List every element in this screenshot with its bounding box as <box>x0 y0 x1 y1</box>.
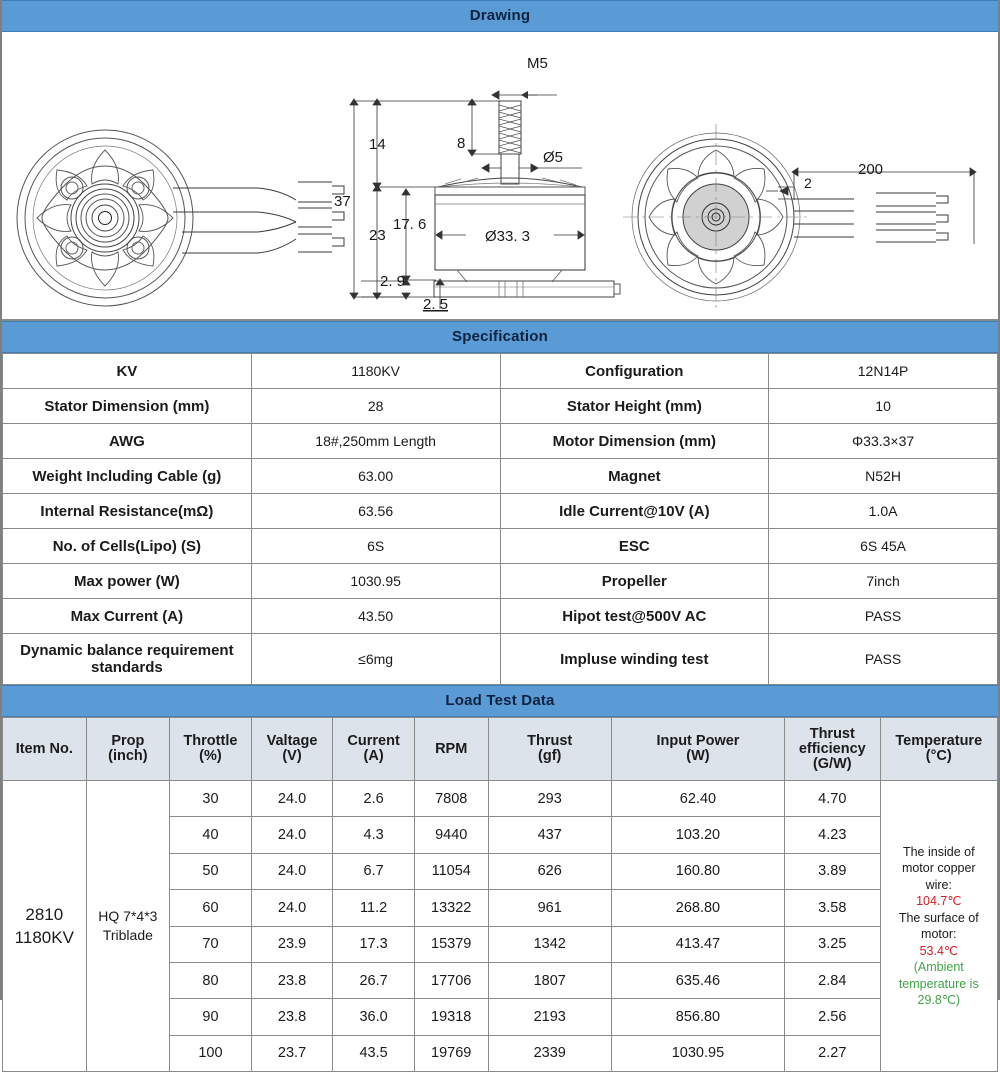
col-header-prop <box>86 718 170 781</box>
temp-line: motor: <box>921 927 957 942</box>
spec-value: 18#,250mm Length <box>251 424 500 459</box>
spec-label: Weight Including Cable (g) <box>3 459 252 494</box>
spec-value: 6S 45A <box>769 529 998 564</box>
table-row <box>3 354 998 389</box>
temp-ambient-line: 29.8℃) <box>917 993 961 1008</box>
cell-rpm: 9440 <box>414 817 488 853</box>
motor-bottom-view <box>623 124 976 310</box>
spec-label: ESC <box>500 529 769 564</box>
spec-label: Configuration <box>500 354 769 389</box>
spec-value: ≤6mg <box>251 634 500 685</box>
header-line: RPM <box>435 740 468 757</box>
cell-input-power: 413.47 <box>611 926 784 962</box>
cell-throttle: 100 <box>170 1035 252 1071</box>
spec-value: 1.0A <box>769 494 998 529</box>
cell-thrust-efficiency: 3.58 <box>785 890 881 926</box>
table-row <box>3 634 998 685</box>
cell-voltage: 23.8 <box>251 962 333 998</box>
cell-thrust-efficiency: 2.27 <box>785 1035 881 1071</box>
spec-value: 1030.95 <box>251 564 500 599</box>
dim-body-diameter: Ø33. 3 <box>485 228 531 245</box>
header-line: efficiency <box>798 740 866 757</box>
spec-value: 43.50 <box>251 599 500 634</box>
cell-thrust: 626 <box>488 853 611 889</box>
temp-inside-value: 104.7℃ <box>916 894 962 909</box>
motor-side-view <box>434 101 620 297</box>
cell-thrust: 961 <box>488 890 611 926</box>
cell-throttle: 60 <box>170 890 252 926</box>
cell-item-no <box>3 781 87 1072</box>
cell-input-power: 856.80 <box>611 999 784 1035</box>
temp-line: The surface of <box>898 910 979 925</box>
cell-rpm: 7808 <box>414 781 488 817</box>
cell-thrust-efficiency: 4.23 <box>785 817 881 853</box>
spec-value: 28 <box>251 389 500 424</box>
cell-input-power: 268.80 <box>611 890 784 926</box>
spec-label: AWG <box>3 424 252 459</box>
dim-bell-height: 17. 6 <box>393 216 427 233</box>
col-header-thrust-efficiency <box>785 718 881 781</box>
cell-rpm: 19769 <box>414 1035 488 1071</box>
table-row <box>3 529 998 564</box>
table-row <box>3 781 998 817</box>
header-line: Thrust <box>809 725 855 742</box>
cell-thrust-efficiency: 2.56 <box>785 999 881 1035</box>
drawing-section-header: Drawing <box>2 0 998 32</box>
col-header-rpm <box>414 718 488 781</box>
temp-surface-value: 53.4℃ <box>919 943 958 958</box>
cell-rpm: 13322 <box>414 890 488 926</box>
cell-voltage: 24.0 <box>251 890 333 926</box>
col-header-item-no <box>3 718 87 781</box>
header-line: Input Power <box>656 733 740 749</box>
cell-thrust-efficiency: 3.89 <box>785 853 881 889</box>
cell-thrust: 2193 <box>488 999 611 1035</box>
cell-thrust: 293 <box>488 781 611 817</box>
spec-label: Impluse winding test <box>500 634 769 685</box>
cell-prop <box>86 781 170 1072</box>
motor-top-view <box>17 130 344 306</box>
cell-thrust: 1807 <box>488 962 611 998</box>
cell-voltage: 24.0 <box>251 817 333 853</box>
spec-label: Motor Dimension (mm) <box>500 424 769 459</box>
cell-throttle: 80 <box>170 962 252 998</box>
prop-line: Triblade <box>102 927 153 944</box>
cell-thrust: 437 <box>488 817 611 853</box>
header-line: Temperature <box>895 733 983 749</box>
spec-value: Φ33.3×37 <box>769 424 998 459</box>
spec-label: Stator Dimension (mm) <box>3 389 252 424</box>
header-line: (G/W) <box>812 755 852 772</box>
temp-line: wire: <box>925 877 952 892</box>
item-no-line: 1180KV <box>14 928 74 948</box>
dim-base-thickness: 2. 5 <box>423 296 449 313</box>
spec-value: N52H <box>769 459 998 494</box>
cell-thrust-efficiency: 2.84 <box>785 962 881 998</box>
cell-rpm: 19318 <box>414 999 488 1035</box>
temp-line: The inside of <box>902 844 975 859</box>
motor-wires-right <box>794 193 948 242</box>
motor-wires-left <box>173 182 344 253</box>
item-no-line: 2810 <box>25 905 64 925</box>
spec-label: KV <box>3 354 252 389</box>
table-row <box>3 494 998 529</box>
header-line: (°C) <box>925 748 952 764</box>
specification-table <box>2 353 998 685</box>
col-header-throttle <box>170 718 252 781</box>
header-line: (%) <box>199 748 222 764</box>
spec-label: Internal Resistance(mΩ) <box>3 494 252 529</box>
motor-drawing-svg <box>2 32 998 319</box>
cell-current: 36.0 <box>333 999 415 1035</box>
spec-label: Magnet <box>500 459 769 494</box>
spec-label: Max power (W) <box>3 564 252 599</box>
specification-section-header: Specification <box>2 321 998 353</box>
header-line: (W) <box>686 748 710 764</box>
cell-throttle: 70 <box>170 926 252 962</box>
spec-value: 10 <box>769 389 998 424</box>
col-header-temperature <box>880 718 997 781</box>
table-row <box>3 424 998 459</box>
col-header-current <box>333 718 415 781</box>
spec-value: 12N14P <box>769 354 998 389</box>
cell-voltage: 23.9 <box>251 926 333 962</box>
cell-thrust: 2339 <box>488 1035 611 1071</box>
dim-base-height: 2. 9 <box>380 273 406 290</box>
table-row <box>3 459 998 494</box>
spec-label: Hipot test@500V AC <box>500 599 769 634</box>
spec-label: Propeller <box>500 564 769 599</box>
table-row <box>3 564 998 599</box>
spec-label: Max Current (A) <box>3 599 252 634</box>
cell-current: 17.3 <box>333 926 415 962</box>
spec-value: 7inch <box>769 564 998 599</box>
dim-thread-length: 8 <box>457 135 466 152</box>
load-test-table <box>2 717 998 1072</box>
cell-voltage: 24.0 <box>251 781 333 817</box>
spec-label: Idle Current@10V (A) <box>500 494 769 529</box>
drawing-area <box>2 32 998 321</box>
cell-throttle: 90 <box>170 999 252 1035</box>
prop-line: HQ 7*4*3 <box>98 908 158 925</box>
cell-thrust-efficiency: 4.70 <box>785 781 881 817</box>
cell-input-power: 635.46 <box>611 962 784 998</box>
cell-current: 6.7 <box>333 853 415 889</box>
cell-current: 43.5 <box>333 1035 415 1071</box>
cell-current: 11.2 <box>333 890 415 926</box>
cell-throttle: 30 <box>170 781 252 817</box>
header-line: (A) <box>363 748 384 764</box>
cell-input-power: 62.40 <box>611 781 784 817</box>
table-row <box>3 389 998 424</box>
cell-input-power: 1030.95 <box>611 1035 784 1071</box>
spec-value: 63.56 <box>251 494 500 529</box>
dim-wire-length: 200 <box>858 161 884 178</box>
header-line: Item No. <box>15 740 73 757</box>
spec-value: 6S <box>251 529 500 564</box>
cell-voltage: 23.7 <box>251 1035 333 1071</box>
header-line: (gf) <box>538 748 562 764</box>
cell-current: 4.3 <box>333 817 415 853</box>
header-line: (inch) <box>108 748 148 764</box>
dim-shaft-diameter: Ø5 <box>543 149 564 166</box>
header-line: Thrust <box>527 733 573 749</box>
spec-label: Dynamic balance requirement standards <box>3 634 252 685</box>
cell-rpm: 11054 <box>414 853 488 889</box>
cell-throttle: 40 <box>170 817 252 853</box>
dim-wire-gauge: 2 <box>804 175 812 191</box>
cell-voltage: 24.0 <box>251 853 333 889</box>
cell-current: 26.7 <box>333 962 415 998</box>
cell-voltage: 23.8 <box>251 999 333 1035</box>
spec-value: 1180KV <box>251 354 500 389</box>
cell-rpm: 15379 <box>414 926 488 962</box>
header-line: Current <box>347 733 400 749</box>
cell-rpm: 17706 <box>414 962 488 998</box>
cell-thrust: 1342 <box>488 926 611 962</box>
header-line: Prop <box>111 733 145 749</box>
dim-body-height: 23 <box>369 227 386 244</box>
cell-input-power: 103.20 <box>611 817 784 853</box>
spec-value: PASS <box>769 599 998 634</box>
dim-top-height: 14 <box>369 136 386 153</box>
load-test-section-header: Load Test Data <box>2 685 998 717</box>
table-row <box>3 599 998 634</box>
dim-thread-spec: M5 <box>527 55 548 72</box>
cell-temperature <box>880 781 997 1072</box>
header-line: Throttle <box>183 733 238 749</box>
cell-input-power: 160.80 <box>611 853 784 889</box>
col-header-voltage <box>251 718 333 781</box>
temp-line: motor copper <box>901 861 976 876</box>
cell-thrust-efficiency: 3.25 <box>785 926 881 962</box>
dim-total-height: 37 <box>334 193 351 210</box>
cell-throttle: 50 <box>170 853 252 889</box>
spec-label: No. of Cells(Lipo) (S) <box>3 529 252 564</box>
spec-value: PASS <box>769 634 998 685</box>
cell-current: 2.6 <box>333 781 415 817</box>
header-line: Valtage <box>266 733 318 749</box>
spec-label: Stator Height (mm) <box>500 389 769 424</box>
header-line: (V) <box>282 748 302 764</box>
col-header-thrust <box>488 718 611 781</box>
temp-ambient-line: temperature is <box>898 976 979 991</box>
load-header-row <box>3 718 998 781</box>
temp-ambient-line: (Ambient <box>913 960 964 975</box>
spec-value: 63.00 <box>251 459 500 494</box>
col-header-input-power <box>611 718 784 781</box>
